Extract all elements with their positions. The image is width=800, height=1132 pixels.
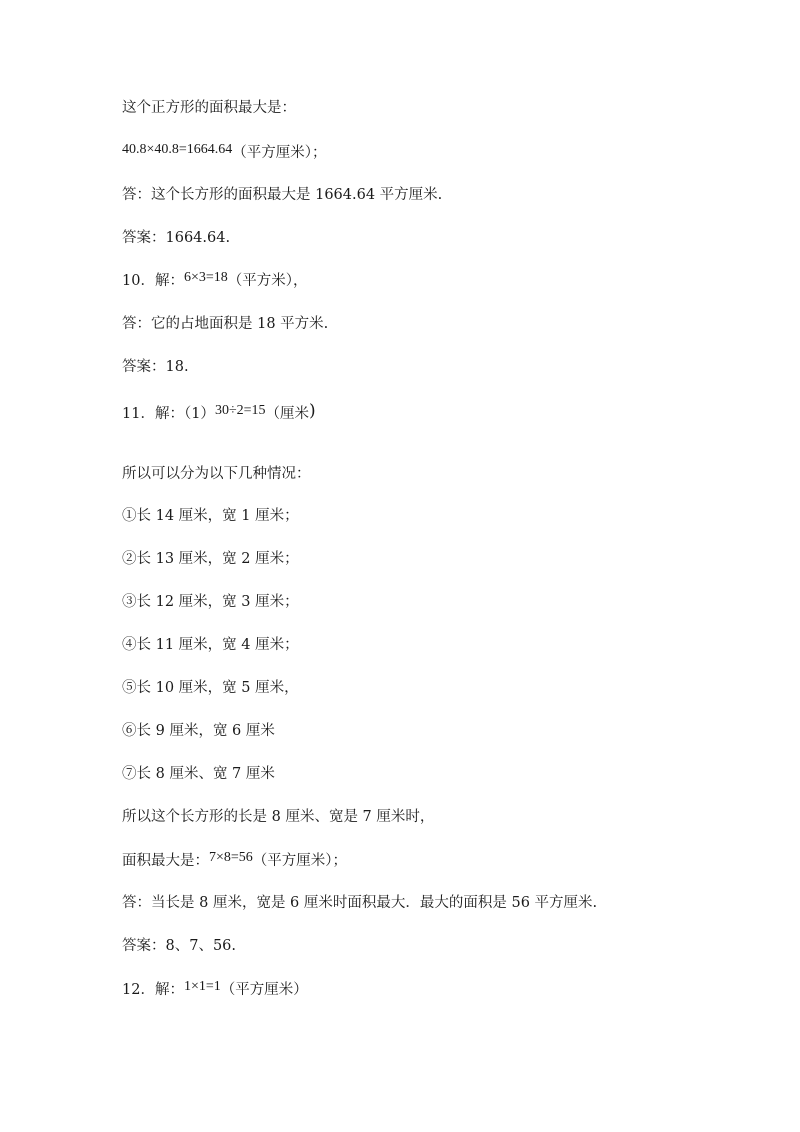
text-line: 所以可以分为以下几种情况： [122,466,311,482]
question-heading: 11．解：（1）30÷2=15（厘米) [122,401,316,422]
list-item: ⑦长 8 厘米、宽 7 厘米 [122,766,275,782]
equation: 1×1=1 [183,979,221,994]
text-line: 所以这个长方形的长是 8 厘米、宽是 7 厘米时， [122,809,435,825]
list-item: ③长 12 厘米，宽 3 厘米； [122,594,299,610]
equation: 6×3=18 [183,270,228,285]
math-line: 40.8×40.8=1664.64（平方厘米）； [122,142,327,161]
answer-line: 答案：8、7、56. [122,938,237,954]
text-line: 这个正方形的面积最大是： [122,100,296,116]
equation: 30÷2=15 [214,403,266,418]
list-item: ④长 11 厘米，宽 4 厘米； [122,637,299,653]
list-item: ⑥长 9 厘米，宽 6 厘米 [122,723,275,739]
list-item: ⑤长 10 厘米，宽 5 厘米， [122,680,299,696]
answer-line: 答：它的占地面积是 18 平方米. [122,316,329,332]
list-item: ②长 13 厘米，宽 2 厘米； [122,551,299,567]
list-item: ①长 14 厘米，宽 1 厘米； [122,508,299,524]
answer-line: 答：这个长方形的面积最大是 1664.64 平方厘米. [122,187,443,203]
question-heading: 10．解：6×3=18（平方米）， [122,270,308,289]
math-line: 面积最大是：7×8=56（平方厘米）； [122,850,348,869]
answer-line: 答：当长是 8 厘米，宽是 6 厘米时面积最大．最大的面积是 56 平方厘米. [122,895,598,911]
question-heading: 12．解：1×1=1（平方厘米） [122,979,308,998]
equation: 7×8=56 [209,850,253,865]
equation: 40.8×40.8=1664.64 [122,142,233,157]
answer-line: 答案：1664.64. [122,230,231,246]
answer-line: 答案：18. [122,359,189,375]
